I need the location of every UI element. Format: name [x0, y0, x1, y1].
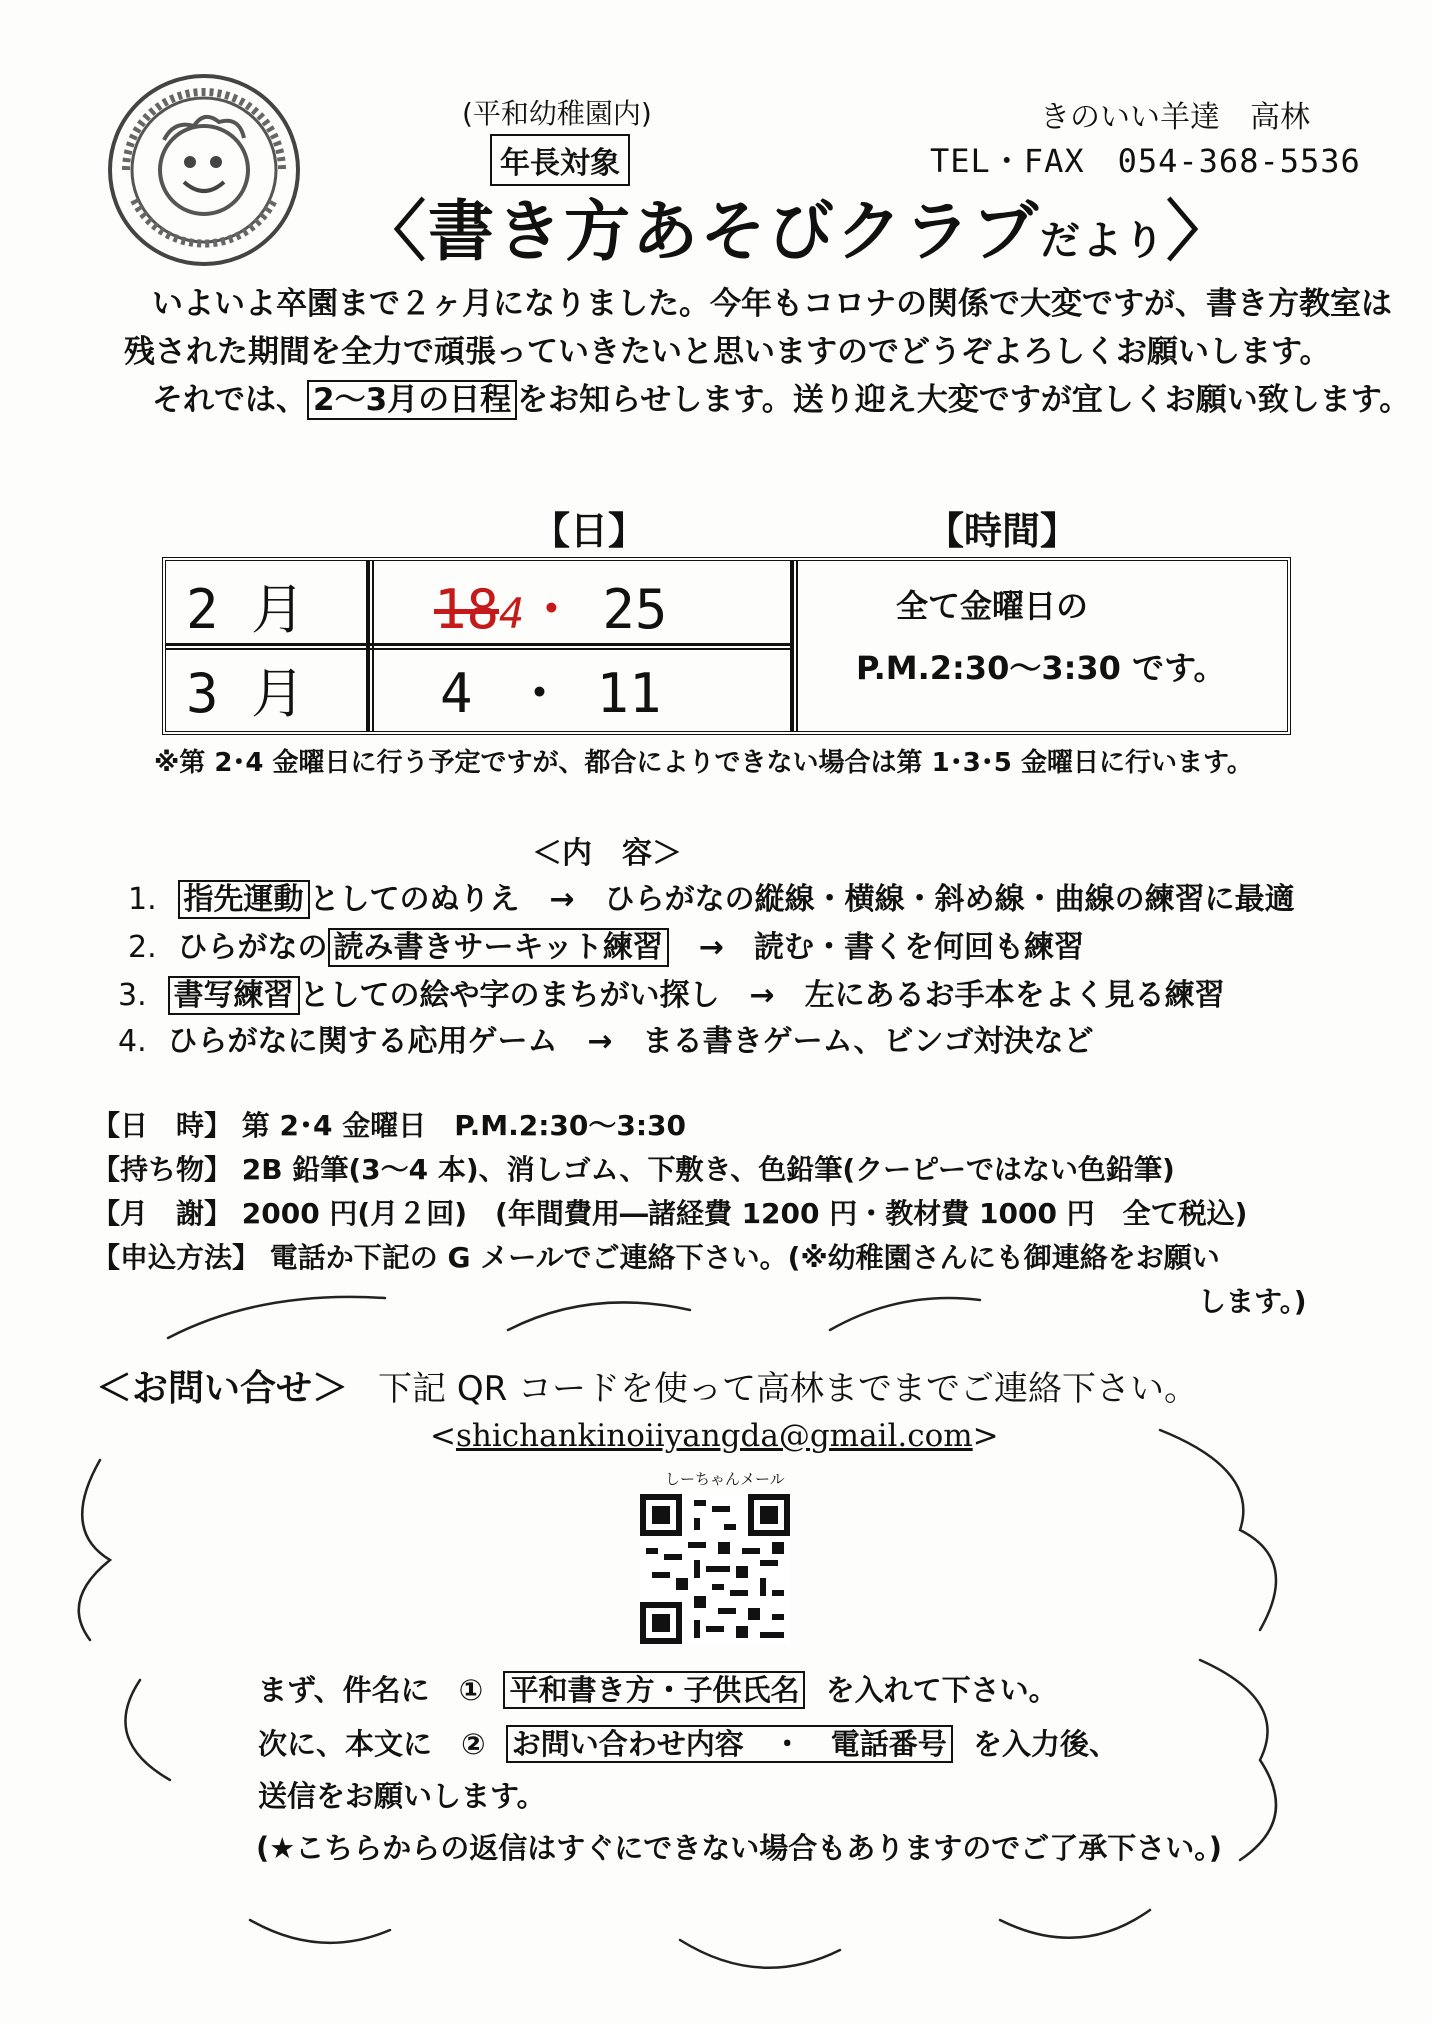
content-item-4 — [118, 1016, 1094, 1060]
inquiry-step-1 — [258, 1668, 1058, 1709]
content-item-3 — [118, 970, 1225, 1014]
feb-month-label: 2 月 — [186, 578, 306, 641]
item-number: 4. — [118, 1024, 147, 1059]
table-divider — [796, 561, 798, 731]
detail-application: 【申込方法】 電話か下記の G メールでご連絡下さい。(※幼稚園さんにも御連絡をお願い — [92, 1241, 1220, 1274]
item-text: としての絵や字のまちがい探し → 左にあるお手本をよく見る練習 — [299, 978, 1225, 1013]
item-highlight-box: 指先運動 — [178, 880, 310, 919]
table-divider — [366, 561, 370, 731]
page-title — [360, 178, 1234, 273]
detail-fee: 【月 謝】 2000 円(月２回) (年間費用―諸経費 1200 円・教材費 1000 円 全て税込) — [92, 1197, 1248, 1230]
intro-paragraph-3 — [152, 374, 1410, 419]
item-text: → 読む・書くを何回も練習 — [668, 930, 1085, 965]
title-close: 〉 — [1166, 193, 1234, 270]
email-address-link[interactable]: shichankinoiiyangda@gmail.com — [455, 1418, 973, 1454]
mar-separator: ・ — [512, 662, 567, 725]
detail-belongings: 【持ち物】 2B 鉛筆(3〜4 本)、消しゴム、下敷き、色鉛筆(クーピーではない色鉛筆) — [92, 1153, 1175, 1186]
intro-p3-pre: それでは、 — [152, 382, 307, 418]
intro-p3-post: をお知らせします。送り迎え大変ですが宜しくお願い致します。 — [517, 382, 1411, 418]
inquiry-step-2 — [258, 1722, 1118, 1763]
feb-corrected-date: 4 — [499, 589, 525, 638]
schedule-note: ※第 2･4 金曜日に行う予定ですが、都合によりできない場合は第 1･3･5 金曜日に行います。 — [154, 748, 1253, 778]
feb-separator: ・ — [524, 578, 579, 641]
detail-datetime: 【日 時】 第 2･4 金曜日 P.M.2:30〜3:30 — [92, 1109, 687, 1142]
inquiry-text: 下記 QR コードを使って高林までまでご連絡下さい。 — [378, 1369, 1199, 1409]
item-pre-text: ひらがなの — [177, 930, 328, 965]
content-item-2 — [128, 922, 1084, 966]
organizer-name: きのいい羊達 高林 — [1040, 100, 1310, 135]
inquiry-step-3: 送信をお願いします。 — [258, 1779, 546, 1813]
step2-post: を入力後、 — [972, 1727, 1118, 1761]
qr-code-icon[interactable] — [640, 1494, 790, 1644]
item-text: ひらがなに関する応用ゲーム → まる書きゲーム、ビンゴ対決など — [167, 1024, 1094, 1059]
mar-first-date: 4 — [440, 662, 473, 725]
club-stamp-logo — [104, 70, 304, 270]
target-audience-label: 年長対象 — [490, 134, 630, 186]
subject-box: 平和書き方・子供氏名 — [503, 1671, 805, 1709]
time-line-1: 全て金曜日の — [896, 587, 1089, 625]
item-highlight-box: 読み書きサーキット練習 — [328, 928, 669, 967]
detail-application-cont: します。) — [1198, 1285, 1307, 1318]
venue-label: (平和幼稚園内) — [462, 97, 652, 130]
content-item-1 — [128, 874, 1295, 918]
time-line-2: P.M.2:30〜3:30 です。 — [856, 649, 1226, 687]
table-divider — [790, 561, 794, 731]
inquiry-note: (★こちらからの返信はすぐにできない場合もありますのでご了承下さい。) — [256, 1831, 1223, 1865]
item-highlight-box: 書写練習 — [168, 976, 300, 1015]
intro-paragraph-1: いよいよ卒園まで２ヶ月になりました。今年もコロナの関係で大変ですが、書き方教室は — [152, 286, 1392, 322]
title-sub: だより — [1040, 218, 1166, 264]
title-main: 〈書き方あそびクラブ — [360, 193, 1040, 270]
email-line — [430, 1418, 999, 1454]
step2-pre: 次に、本文に ② — [258, 1727, 486, 1761]
item-text: としてのぬりえ → ひらがなの縦線・横線・斜め線・曲線の練習に最適 — [309, 882, 1295, 917]
qr-caption: しーちゃんメール — [665, 1470, 785, 1488]
table-divider — [372, 561, 374, 731]
feb-struck-date: 18 — [434, 578, 500, 641]
schedule-period-box: 2〜3月の日程 — [307, 380, 517, 420]
table-divider — [166, 648, 792, 650]
item-number: 2. — [128, 930, 157, 965]
inquiry-section — [96, 1360, 1198, 1411]
mar-dates — [440, 651, 662, 728]
step1-post: を入れて下さい。 — [825, 1673, 1058, 1707]
feb-dates — [434, 567, 667, 644]
item-number: 3. — [118, 978, 147, 1013]
email-bracket-close: > — [972, 1418, 999, 1454]
email-bracket-open: < — [430, 1418, 456, 1454]
body-box: お問い合わせ内容 ・ 電話番号 — [506, 1725, 953, 1763]
schedule-table — [162, 557, 1291, 735]
mar-month-label: 3 月 — [186, 662, 306, 725]
tel-fax: TEL・FAX 054-368-5536 — [930, 142, 1361, 180]
schedule-day-header: 【日】 — [532, 509, 647, 553]
schedule-time-header: 【時間】 — [926, 509, 1079, 553]
content-heading: ＜内 容＞ — [532, 836, 682, 871]
step1-pre: まず、件名に ① — [258, 1673, 484, 1707]
intro-paragraph-2: 残された期間を全力で頑張っていきたいと思いますのでどうぞよろしくお願いします。 — [124, 334, 1331, 370]
inquiry-heading: ＜お問い合せ＞ — [96, 1368, 349, 1409]
mar-second-date: 11 — [596, 662, 662, 725]
feb-second-date: 25 — [602, 578, 668, 641]
item-number: 1. — [128, 882, 157, 917]
